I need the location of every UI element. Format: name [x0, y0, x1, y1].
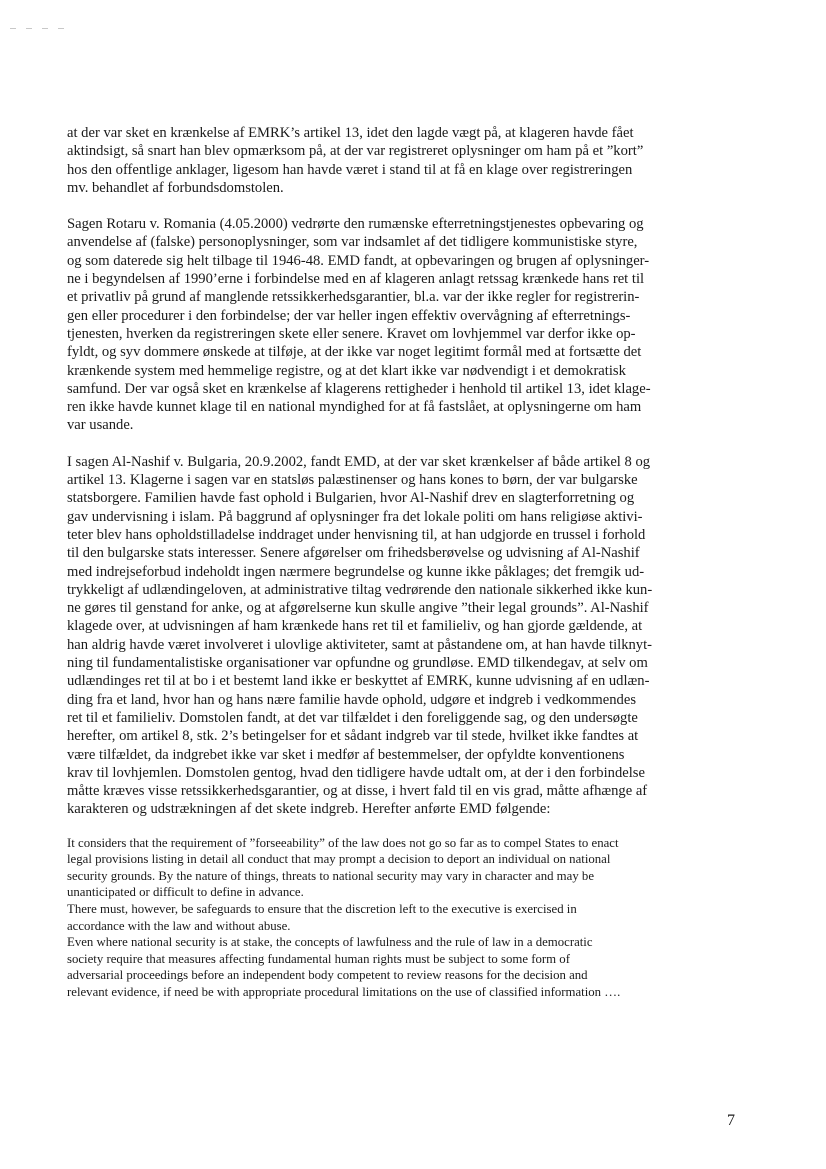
document-body [67, 124, 747, 1001]
scan-artifact [10, 28, 90, 34]
paragraph-emrk-article-13: at der var sket en krænkelse af EMRK’s artikel 13, idet den lagde vægt på, at klageren havde fået aktindsigt, så snart han blev opmærksom på, at der var registreret oplysninger om ham på et ”kort” hos den offentlige anklager, ligesom han havde været i stand til at få en klage over registreringen mv. behandlet af forbundsdomstolen. [67, 125, 644, 196]
paragraph-rotaru-v-romania: Sagen Rotaru v. Romania (4.05.2000) vedrørte den rumænske efterretningstjenestes opbevaring og anvendelse af (falske) personoplysninger, som var indsamlet af det tidligere kommunistiske styre, og som daterede sig helt tilbage til 1946-48. EMD fandt, at opbevaringen og brugen af oplysninger- ne i begyndelsen af 1990’erne i forbindelse med en af klageren anlagt retssag krænkede hans ret til et privatliv på grund af manglende retssikkerhedsgarantier, bl.a. var der ikke regler for registrerin- gen eller procedurer i den forbindelse; der var heller ingen effektiv overvågning af efterretnings- tjenesten, hverken da registreringen skete eller senere. Kravet om lovhjemmel var derfor ikke op- fyldt, og syv dommere ønskede at tilføje, at der ikke var noget legitimt formål med at fortsætte det krænkende system med hemmelige registre, og at det klart ikke var nødvendigt i et demokratisk samfund. Der var også sket en krænkelse af klagerens rettigheder i henhold til artikel 13, idet klage- ren ikke havde kunnet klage til en national myndighed for at få fastslået, at oplysningerne om ham var usande. [67, 216, 651, 434]
quote-paragraph-national-security: Even where national security is at stake, the concepts of lawfulness and the rule of law in a democratic society require that measures affecting fundamental human rights must be subject to some form of adversarial proceedings before an independent body competent to review reasons for the decision and relevant evidence, if need be with appropriate procedural limitations on the use of classified information …. [67, 935, 621, 1000]
quote-paragraph-forseeability: It considers that the requirement of ”forseeability” of the law does not go so far as to compel States to enact legal provisions listing in detail all conduct that may prompt a decision to deport an individual on national security grounds. By the nature of things, threats to national security may vary in character and may be unanticipated or difficult to define in advance. [67, 835, 619, 900]
page-number: 7 [727, 1112, 735, 1129]
quote-paragraph-safeguards: There must, however, be safeguards to ensure that the discretion left to the executive is exercised in accordance with the law and without abuse. [67, 902, 577, 933]
block-quote [67, 835, 747, 1001]
paragraph-al-nashif-v-bulgaria: I sagen Al-Nashif v. Bulgaria, 20.9.2002, fandt EMD, at der var sket krænkelser af både artikel 8 og artikel 13. Klagerne i sagen var en statsløs palæstinenser og hans kones to børn, der var bulgarske statsborgere. Familien havde fast ophold i Bulgarien, hvor Al-Nashif drev en slagterforretning og gav undervisning i islam. På baggrund af oplysninger fra det lokale politi om hans religiøse aktivi- teter blev hans opholdstilladelse inddraget under henvisning til, at han udgjorde en trussel i forhold til den bulgarske stats interesser. Senere afgørelser om frihedsberøvelse og udvisning af Al-Nashif med indrejseforbud indeholdt ingen nærmere begrundelse og kunne ikke påklages; det fremgik ud- trykkeligt af udlændingeloven, at administrative tiltag vedrørende den nationale sikkerhed ikke kun- ne gøres til genstand for anke, og at afgørelserne kun skulle angive ”their legal grounds”. Al-Nashif klagede over, at udvisningen af ham krænkede hans ret til et familieliv, og han gjorde gældende, at han aldrig havde været involveret i ulovlige aktiviteter, samt at påstandene om, at han havde tilknyt- ning til fundamentalistiske organisationer var opfundne og grundløse. EMD tilkendegav, at selv om udlændinges ret til at bo i et bestemt land ikke er beskyttet af EMRK, kunne udvisning af en udlæn- ding fra et land, hvor han og hans nære familie havde ophold, udgøre et indgreb i vedkommendes ret til et familieliv. Domstolen fandt, at det var tilfældet i den foreliggende sag, og den undersøgte herefter, om artikel 8, stk. 2’s betingelser for et sådant indgreb var til stede, hvilket ikke fandtes at være tilfældet, da indgrebet ikke var sket i medfør af bestemmelser, der opfyldte konventionens krav til lovhjemlen. Domstolen gentog, hvad den tidligere havde udtalt om, at der i den forbindelse måtte kræves visse retssikkerhedsgarantier, og at disse, i hvert fald til en vis grad, måtte afhænge af karakteren og udstrækningen af det skete indgreb. Herefter anførte EMD følgende: [67, 453, 653, 818]
